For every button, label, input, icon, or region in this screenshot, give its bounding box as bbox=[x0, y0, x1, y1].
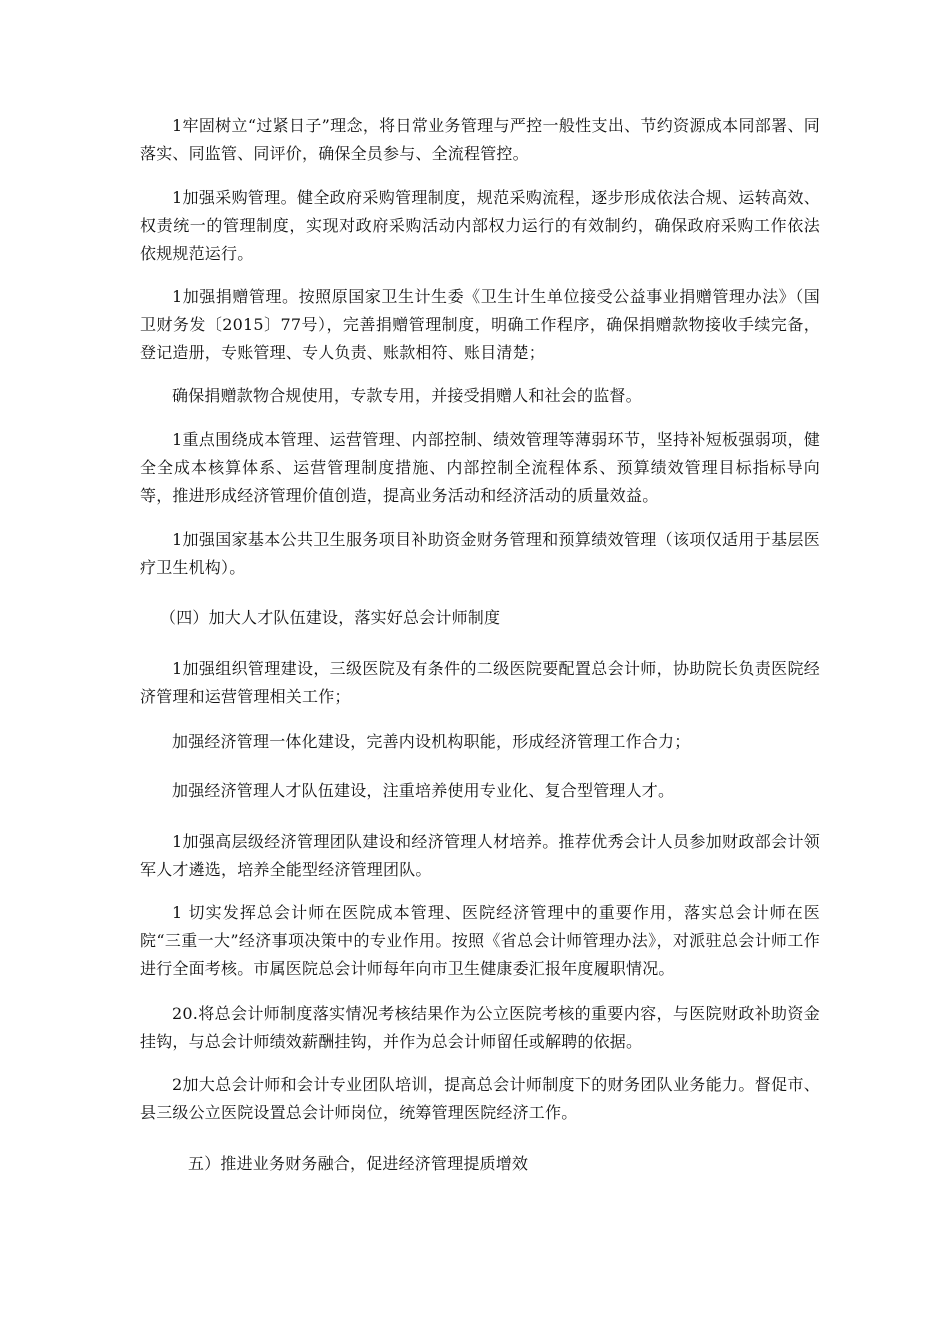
paragraph-5: 1重点围绕成本管理、运营管理、内部控制、绩效管理等薄弱环节，坚持补短板强弱项，健全全成本核算体系、运营管理制度措施、内部控制全流程体系、预算绩效管理目标指标导向等，推进形成经济管理价值创造，提高业务活动和经济活动的质量效益。 bbox=[140, 430, 820, 505]
paragraph-2: 1加强采购管理。健全政府采购管理制度，规范采购流程，逐步形成依法合规、运转高效、权责统一的管理制度，实现对政府采购活动内部权力运行的有效制约，确保政府采购工作依法依规规范运行。 bbox=[140, 188, 820, 263]
paragraph-12: 20.将总会计师制度落实情况考核结果作为公立医院考核的重要内容，与医院财政补助资金挂钩，与总会计师绩效薪酬挂钩，并作为总会计师留任或解聘的依据。 bbox=[140, 1004, 820, 1051]
paragraph-8: 加强经济管理一体化建设，完善内设机构职能，形成经济管理工作合力； bbox=[172, 732, 691, 751]
paragraph-6: 1加强国家基本公共卫生服务项目补助资金财务管理和预算绩效管理（该项仅适用于基层医疗卫生机构）。 bbox=[140, 530, 820, 577]
paragraph-1: 1牢固树立“过紧日子”理念，将日常业务管理与严控一般性支出、节约资源成本同部署、同落实、同监管、同评价，确保全员参与、全流程管控。 bbox=[140, 116, 820, 163]
paragraph-11: 1 切实发挥总会计师在医院成本管理、医院经济管理中的重要作用，落实总会计师在医院“三重一大”经济事项决策中的专业作用。按照《省总会计师管理办法》，对派驻总会计师工作进行全面考核。市属医院总会计师每年向市卫生健康委汇报年度履职情况。 bbox=[140, 903, 820, 978]
paragraph-7: 1加强组织管理建设，三级医院及有条件的二级医院要配置总会计师，协助院长负责医院经济管理和运营管理相关工作； bbox=[140, 659, 820, 706]
paragraph-9: 加强经济管理人才队伍建设，注重培养使用专业化、复合型管理人才。 bbox=[172, 781, 675, 800]
paragraph-10: 1加强高层级经济管理团队建设和经济管理人材培养。推荐优秀会计人员参加财政部会计领军人才遴选，培养全能型经济管理团队。 bbox=[140, 832, 820, 879]
section-heading-4: （四）加大人才队伍建设，落实好总会计师制度 bbox=[160, 608, 501, 627]
paragraph-4: 确保捐赠款物合规使用，专款专用，并接受捐赠人和社会的监督。 bbox=[172, 386, 642, 405]
paragraph-13: 2加大总会计师和会计专业团队培训，提高总会计师制度下的财务团队业务能力。督促市、县三级公立医院设置总会计师岗位，统筹管理医院经济工作。 bbox=[140, 1075, 820, 1122]
paragraph-3: 1加强捐赠管理。按照原国家卫生计生委《卫生计生单位接受公益事业捐赠管理办法》（国卫财务发〔2015〕77号），完善捐赠管理制度，明确工作程序，确保捐赠款物接收手续完备，登记造册，专账管理、专人负责、账款相符、账目清楚； bbox=[140, 287, 820, 362]
section-heading-5: 五）推进业务财务融合，促进经济管理提质增效 bbox=[188, 1154, 529, 1173]
